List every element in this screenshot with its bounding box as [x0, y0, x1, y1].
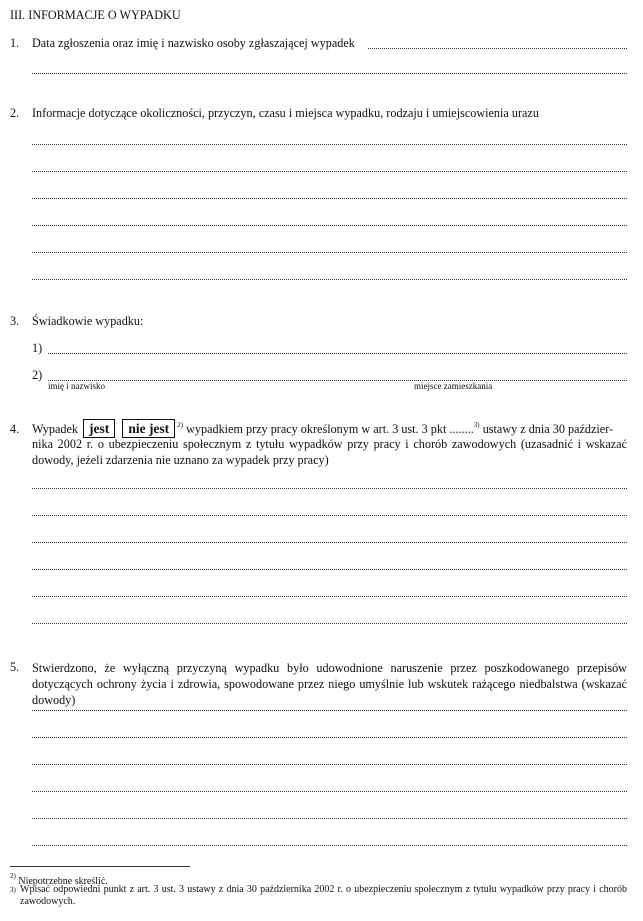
q1-number: 1. [10, 36, 20, 50]
footnote-3-mark: 3) [10, 886, 16, 894]
q2-answer-line[interactable] [32, 252, 627, 253]
q3-witness-1-marker: 1) [32, 341, 43, 355]
option-nie-jest[interactable]: nie jest [122, 419, 175, 438]
q3-number: 3. [10, 314, 20, 328]
q4-text-b: wypadkiem przy pracy określonym w art. 3 ust. 3 pkt ........ [186, 422, 474, 436]
q4-answer-line[interactable] [32, 488, 627, 489]
q2-label: Informacje dotyczące okoliczności, przyczyn, czasu i miejsca wypadku, rodzaju i umiejscowienia urazu [32, 106, 539, 120]
q2-answer-line[interactable] [32, 144, 627, 145]
q4-answer-line[interactable] [32, 596, 627, 597]
q4-answer-line[interactable] [32, 569, 627, 570]
footnote-divider [10, 866, 190, 867]
q4-text-a: Wypadek [32, 422, 78, 436]
q2-answer-line[interactable] [32, 225, 627, 226]
footnote-3-text: Wpisać odpowiedni punkt z art. 3 ust. 3 ustawy z dnia 30 października 2002 r. o ubezpieczeniu społecznym z tytułu wypadków przy pracy i chorób zawodowych. [20, 884, 627, 907]
q3-witness-2-marker: 2) [32, 368, 43, 382]
q5-answer-line[interactable] [32, 818, 627, 819]
q2-answer-line[interactable] [32, 171, 627, 172]
section-title: III. INFORMACJE O WYPADKU [10, 8, 181, 22]
footnote-ref-2: 2) [177, 421, 184, 429]
q4-answer-line[interactable] [32, 515, 627, 516]
q2-answer-line[interactable] [32, 198, 627, 199]
q1-label: Data zgłoszenia oraz imię i nazwisko osoby zgłaszającej wypadek [32, 36, 355, 50]
q4-answer-line[interactable] [32, 623, 627, 624]
q3-witness-2-line[interactable] [48, 380, 627, 381]
q4-answer-line[interactable] [32, 542, 627, 543]
q4-text-d: nika 2002 r. o ubezpieczeniu społecznym z tytułu wypadków przy pracy i chorób zawodowych (uzasadnić i wskazać dowody, jeżeli zdarzenia nie uznano za wypadek przy pracy) [32, 437, 627, 467]
footnote-ref-3: 3) [473, 421, 480, 429]
footnote-2-mark: 2) [10, 872, 16, 880]
footnote-3-mark-wrap [10, 884, 16, 902]
q1-answer-line-2[interactable] [32, 73, 627, 74]
q5-answer-line[interactable] [32, 764, 627, 765]
q4-number: 4. [10, 422, 20, 436]
q3-name-caption: imię i nazwisko [48, 381, 105, 391]
q3-witness-1-line[interactable] [48, 353, 627, 354]
q5-answer-line[interactable] [32, 845, 627, 846]
q5-answer-line[interactable] [32, 710, 627, 711]
q2-number: 2. [10, 106, 20, 120]
q5-label: Stwierdzono, że wyłączną przyczyną wypadku było udowodnione naruszenie przez poszkodowanego przepisów dotyczących ochrony życia i zdrowia, spowodowane przez niego umyślnie lub wskutek rażącego niedbalstwa (wskazać dowody) [32, 661, 627, 707]
footnote-2-text: Niepotrzebne skreślić. [18, 876, 108, 887]
q3-address-caption: miejsce zamieszkania [414, 381, 493, 391]
q5-answer-line[interactable] [32, 737, 627, 738]
option-jest[interactable]: jest [83, 419, 115, 438]
q2-answer-line[interactable] [32, 279, 627, 280]
q4-text-c: ustawy z dnia 30 paździer- [482, 422, 614, 436]
q1-answer-line-1[interactable] [368, 48, 627, 49]
q3-label: Świadkowie wypadku: [32, 314, 144, 328]
q5-answer-line[interactable] [32, 791, 627, 792]
q5-number: 5. [10, 660, 20, 674]
